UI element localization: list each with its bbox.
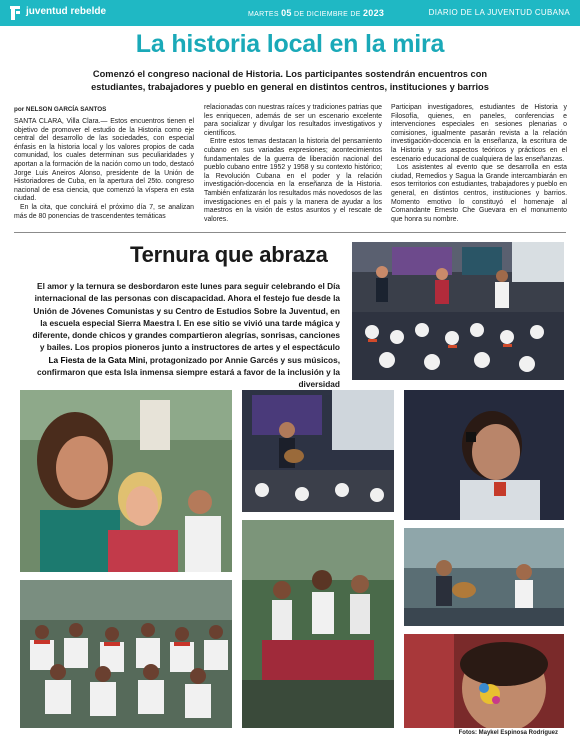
photo-icon (20, 580, 232, 728)
article1-column-2 (204, 104, 382, 224)
article1-deck: Comenzó el congreso nacional de Historia. Los participantes sostendrán encuentros con estudiantes, trabajadores y pueblo en general en distintos centros, instituciones y barrios (91, 69, 489, 92)
article1-column-1 (14, 118, 194, 221)
photo-icon (242, 520, 394, 728)
photo-credit: Fotos: Maykel Espinosa Rodríguez (458, 730, 558, 736)
photo-performer-drum (404, 528, 564, 626)
article1-column-3 (391, 104, 567, 224)
photo-seated-pioneers (20, 580, 232, 728)
photo-icon (404, 634, 564, 728)
article2-headline: Ternura que abraza (130, 242, 328, 267)
photo-guitar-stage (242, 390, 394, 512)
paragraph: relacionadas con nuestras raíces y tradiciones patrias que les enriquecen, además de ser un escenario excelente para socializar y divulgar los resultados investigativos y científicos. (204, 104, 382, 137)
paper-name: juventud rebelde (26, 6, 107, 17)
photo-icon (352, 242, 564, 380)
article1-headline: La historia local en la mira (135, 30, 445, 58)
photo-boy-singing (404, 390, 564, 520)
paragraph: En la cita, que concluirá el próximo día 7, se analizan más de 80 ponencias de trascendentes temáticas (14, 203, 194, 220)
article2-body: El amor y la ternura se desbordaron este lunes para seguir celebrando el Día internacional de las personas con discapacidad. Ahora el festejo fue desde la Unión de Jóvenes Comunistas y su Centro de Estudios Sobre la Juventud, en la escuela especial Sierra Maestra I. En ese sitio se vivió una tarde mágica y diferente, donde chicos y grandes compartieron alegrías, sonrisas, canciones y bailes. Los propios pioneros junto a instructores de artes y el espectáculo La Fiesta de la Gata Mini, protagonizado por Annie Garcés y sus músicos, confirmaron que esta Isla inmensa siempre estará a favor de la inclusión y la diversidad (32, 281, 340, 390)
section-divider (14, 232, 566, 233)
photo-icon (20, 390, 232, 572)
paragraph: Los asistentes al evento que se desarrolla en esta ciudad, Remedios y Sagua la Grande intercambiarán en esos territorios con estudiantes, trabajadores y pueblo en general, en distintos centros, instituciones y barrios. Momento emotivo lo constituyó el homenaje al Comandante Ernesto Che Guevara en el monumento que honra su nombre. (391, 164, 567, 223)
show-name: La Fiesta de la Gata Mini (48, 354, 146, 365)
photo-painted-face (404, 634, 564, 728)
photo-women-smiling (20, 390, 232, 572)
paragraph: Participan investigadores, estudiantes de Historia y Filosofía, quienes, en paneles, conferencias e intervenciones especiales en sesiones plenarias o comisiones, igualmente pasarán revista a la relación investigación-docencia en la enseñanza, la escritura de la Historia y sus aspectos teóricos y prácticos en el escenario educacional de cualquiera de las enseñanzas. (391, 104, 567, 163)
paper-slogan: DIARIO DE LA JUVENTUD CUBANA (428, 8, 570, 17)
newspaper-logo-icon (8, 5, 22, 21)
photo-icon (404, 390, 564, 520)
paragraph: SANTA CLARA, Villa Clara.— Estos encuentros tienen el objetivo de promover el estudio de la Historia como eje central del desarrollo de las sociedades, con especial énfasis en la historia local y los valores propios de cada comunidad, los cuales determinan sus peculiaridades y aportan a la formación de la nación como un todo, destacó Jorge Luis Aneiros Alonso, presidente de la Unión de Historiadores de Cuba, en la apertura del 25to. congreso nacional de esa ciencia, que comenzó la víspera en esta ciudad. (14, 118, 194, 203)
photo-stage-children (352, 242, 564, 380)
photo-pioneers-dancing (242, 520, 394, 728)
photo-icon (242, 390, 394, 512)
issue-date: MARTES 05 DE DICIEMBRE DE 2023 (248, 8, 385, 18)
masthead-bar (0, 0, 580, 26)
photo-icon (404, 528, 564, 626)
article1-byline: por NELSON GARCÍA SANTOS (14, 106, 107, 113)
paragraph: Entre estos temas destacan la historia del pensamiento cubano en sus variadas expresiones; acontecimientos fundamentales de la guerra de liberación nacional del pueblo cubano entre 1952 y 1958 y su contexto histórico; la Revolución Cubana en el poder y la relación investigación-docencia en la enseñanza de la Historia. También enfatizarán los resultados más novedosos de las investigaciones en el país y la manera de ayudar a los maestros en la visión de estos asuntos y el rescate de valores. (204, 138, 382, 223)
